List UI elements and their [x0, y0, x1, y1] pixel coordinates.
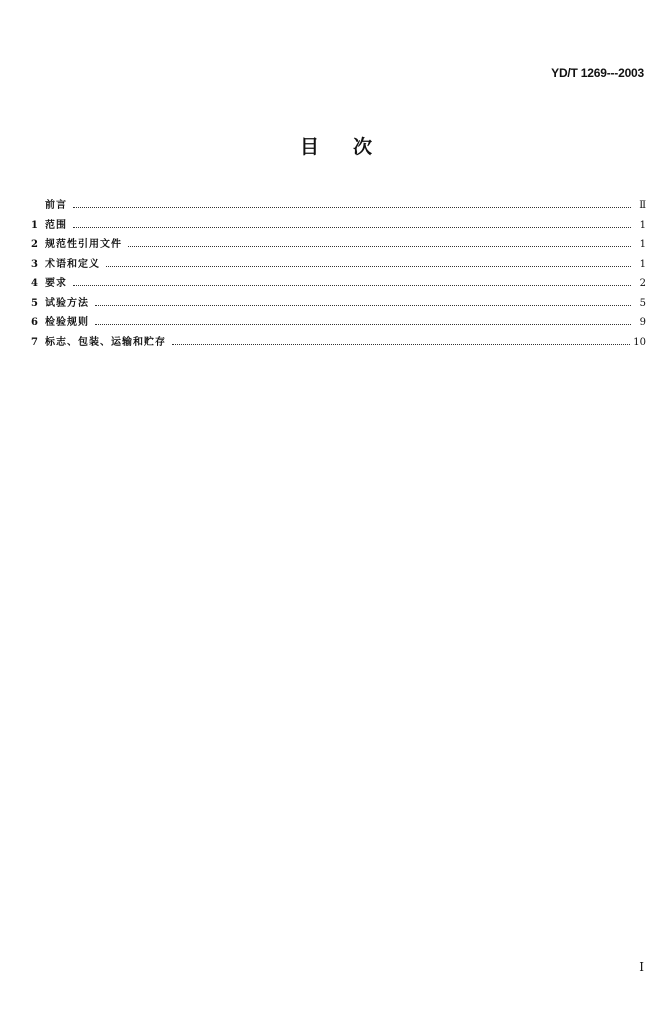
toc-entry-page: 1 [639, 258, 646, 270]
toc-entry-number: 7 [31, 336, 38, 348]
dot-leader [73, 227, 631, 228]
toc-entry-page: Ⅱ [639, 200, 646, 211]
dot-leader [172, 344, 630, 345]
toc-entry-number: 4 [31, 278, 38, 289]
toc-entry-label: 规范性引用文件 [45, 239, 122, 250]
toc-entry-requirements[interactable] [31, 274, 646, 294]
page-number: I [639, 960, 644, 974]
toc-entry-label: 范围 [45, 219, 67, 231]
dot-leader [95, 305, 631, 306]
toc-entry-page: 1 [639, 239, 646, 250]
toc-entry-number: 1 [31, 219, 38, 231]
dot-leader [73, 285, 631, 286]
toc-entry-number: 3 [31, 258, 38, 270]
toc-entry-normative-references[interactable] [31, 235, 646, 255]
toc-entry-label: 试验方法 [45, 297, 89, 309]
dot-leader [73, 207, 631, 208]
toc-entry-page: 9 [639, 317, 646, 328]
toc-entry-scope[interactable] [31, 216, 646, 236]
toc-entry-number: 5 [31, 297, 38, 309]
toc-entry-page: 2 [639, 278, 646, 289]
toc-entry-terms-definitions[interactable] [31, 255, 646, 275]
toc-entry-number: 2 [31, 239, 38, 250]
toc-entry-inspection-rules[interactable] [31, 313, 646, 333]
table-of-contents [31, 196, 646, 352]
toc-entry-label: 要求 [45, 278, 67, 289]
toc-title: 目次 [299, 136, 406, 158]
dot-leader [128, 246, 631, 247]
toc-entry-marking-packaging[interactable] [31, 333, 646, 353]
dot-leader [106, 266, 631, 267]
toc-entry-page: 1 [639, 219, 646, 231]
toc-entry-foreword[interactable] [31, 196, 646, 216]
toc-entry-number: 6 [31, 317, 38, 328]
dot-leader [95, 324, 631, 325]
toc-entry-label: 前言 [45, 200, 67, 211]
toc-entry-page: 10 [633, 336, 646, 348]
toc-entry-label: 标志、包装、运输和贮存 [45, 336, 166, 348]
toc-entry-test-methods[interactable] [31, 294, 646, 314]
toc-entry-label: 术语和定义 [45, 258, 100, 270]
toc-entry-label: 检验规则 [45, 317, 89, 328]
standard-code: YD/T 1269---2003 [551, 66, 644, 80]
toc-entry-page: 5 [639, 297, 646, 309]
